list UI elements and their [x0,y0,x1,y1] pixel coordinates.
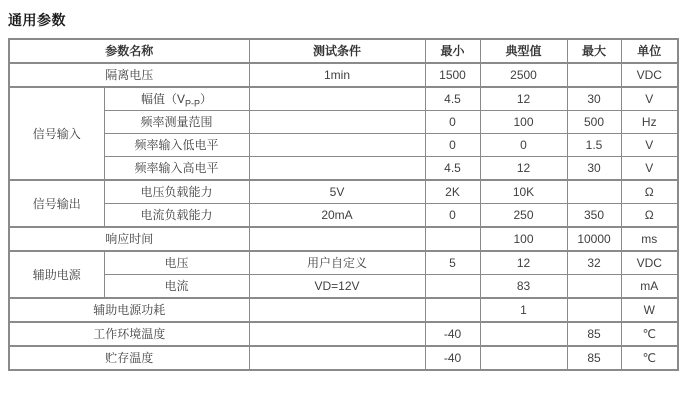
cell-typical: 12 [480,251,567,275]
cell-condition: 用户自定义 [249,251,425,275]
cell-min: 5 [425,251,480,275]
cell-typical: 12 [480,87,567,111]
cell-max: 85 [567,346,621,370]
cell-max: 85 [567,322,621,346]
row-aux-voltage [9,251,678,275]
cell-min: 0 [425,204,480,228]
row-amplitude [9,87,678,111]
cell-max: 350 [567,204,621,228]
param-name: 响应时间 [9,227,249,251]
row-voltage-load [9,180,678,204]
group-cell-aux-power: 辅助电源 [9,251,104,298]
cell-min [425,275,480,299]
param-name: 隔离电压 [9,63,249,87]
cell-typical: 10K [480,180,567,204]
cell-min [425,227,480,251]
cell-unit: VDC [621,251,678,275]
cell-typical: 1 [480,298,567,322]
amplitude-label-post: ） [200,92,213,106]
cell-max [567,63,621,87]
cell-unit: Hz [621,111,678,134]
cell-min: 0 [425,111,480,134]
cell-min: -40 [425,346,480,370]
cell-min: 4.5 [425,87,480,111]
parameters-table [8,38,679,371]
group-cell-signal-output: 信号输出 [9,180,104,227]
group-cell-signal-input: 信号输入 [9,87,104,180]
cell-condition: VD=12V [249,275,425,299]
row-freq-input-low [9,134,678,157]
cell-max [567,298,621,322]
row-response-time [9,227,678,251]
param-name: 电流负载能力 [104,204,249,228]
cell-min: 1500 [425,63,480,87]
cell-typical: 100 [480,111,567,134]
cell-unit: ms [621,227,678,251]
cell-condition [249,298,425,322]
cell-unit: mA [621,275,678,299]
cell-typical: 0 [480,134,567,157]
cell-unit: V [621,134,678,157]
param-name: 工作环境温度 [9,322,249,346]
column-header-name: 参数名称 [9,39,249,63]
row-frequency-range [9,111,678,134]
row-current-load [9,204,678,228]
cell-min: 2K [425,180,480,204]
row-aux-power-consumption [9,298,678,322]
cell-condition: 1min [249,63,425,87]
cell-typical: 83 [480,275,567,299]
cell-unit: W [621,298,678,322]
column-header-unit: 单位 [621,39,678,63]
cell-max: 1.5 [567,134,621,157]
cell-typical [480,322,567,346]
cell-max [567,180,621,204]
param-name: 电流 [104,275,249,299]
param-name: 电压 [104,251,249,275]
cell-max: 10000 [567,227,621,251]
column-header-max: 最大 [567,39,621,63]
row-aux-current [9,275,678,299]
cell-typical: 250 [480,204,567,228]
cell-unit: Ω [621,204,678,228]
column-header-typical: 典型值 [480,39,567,63]
param-name-amplitude [104,87,249,111]
header-row [9,39,678,63]
cell-condition [249,157,425,181]
cell-condition [249,111,425,134]
page-title: 通用参数 [8,12,66,28]
param-name: 电压负载能力 [104,180,249,204]
row-isolation-voltage [9,63,678,87]
param-name: 频率测量范围 [104,111,249,134]
cell-max [567,275,621,299]
cell-typical [480,346,567,370]
cell-min [425,298,480,322]
column-header-min: 最小 [425,39,480,63]
param-name: 频率输入高电平 [104,157,249,181]
row-operating-temperature [9,322,678,346]
row-storage-temperature [9,346,678,370]
cell-typical: 12 [480,157,567,181]
cell-condition [249,227,425,251]
param-name: 辅助电源功耗 [9,298,249,322]
cell-unit: VDC [621,63,678,87]
param-name: 频率输入低电平 [104,134,249,157]
cell-max: 30 [567,157,621,181]
amplitude-label-pre: 幅值（V [140,92,185,106]
cell-max: 500 [567,111,621,134]
cell-condition [249,87,425,111]
cell-max: 32 [567,251,621,275]
column-header-condition: 测试条件 [249,39,425,63]
cell-typical: 2500 [480,63,567,87]
cell-condition [249,134,425,157]
cell-condition [249,322,425,346]
cell-unit: V [621,157,678,181]
cell-condition: 5V [249,180,425,204]
cell-min: 4.5 [425,157,480,181]
cell-typical: 100 [480,227,567,251]
cell-min: 0 [425,134,480,157]
cell-max: 30 [567,87,621,111]
cell-unit: Ω [621,180,678,204]
param-name: 贮存温度 [9,346,249,370]
cell-condition [249,346,425,370]
cell-unit: ℃ [621,346,678,370]
cell-min: -40 [425,322,480,346]
cell-condition: 20mA [249,204,425,228]
cell-unit: V [621,87,678,111]
cell-unit: ℃ [621,322,678,346]
row-freq-input-high [9,157,678,181]
amplitude-subscript: P-P [185,98,201,109]
